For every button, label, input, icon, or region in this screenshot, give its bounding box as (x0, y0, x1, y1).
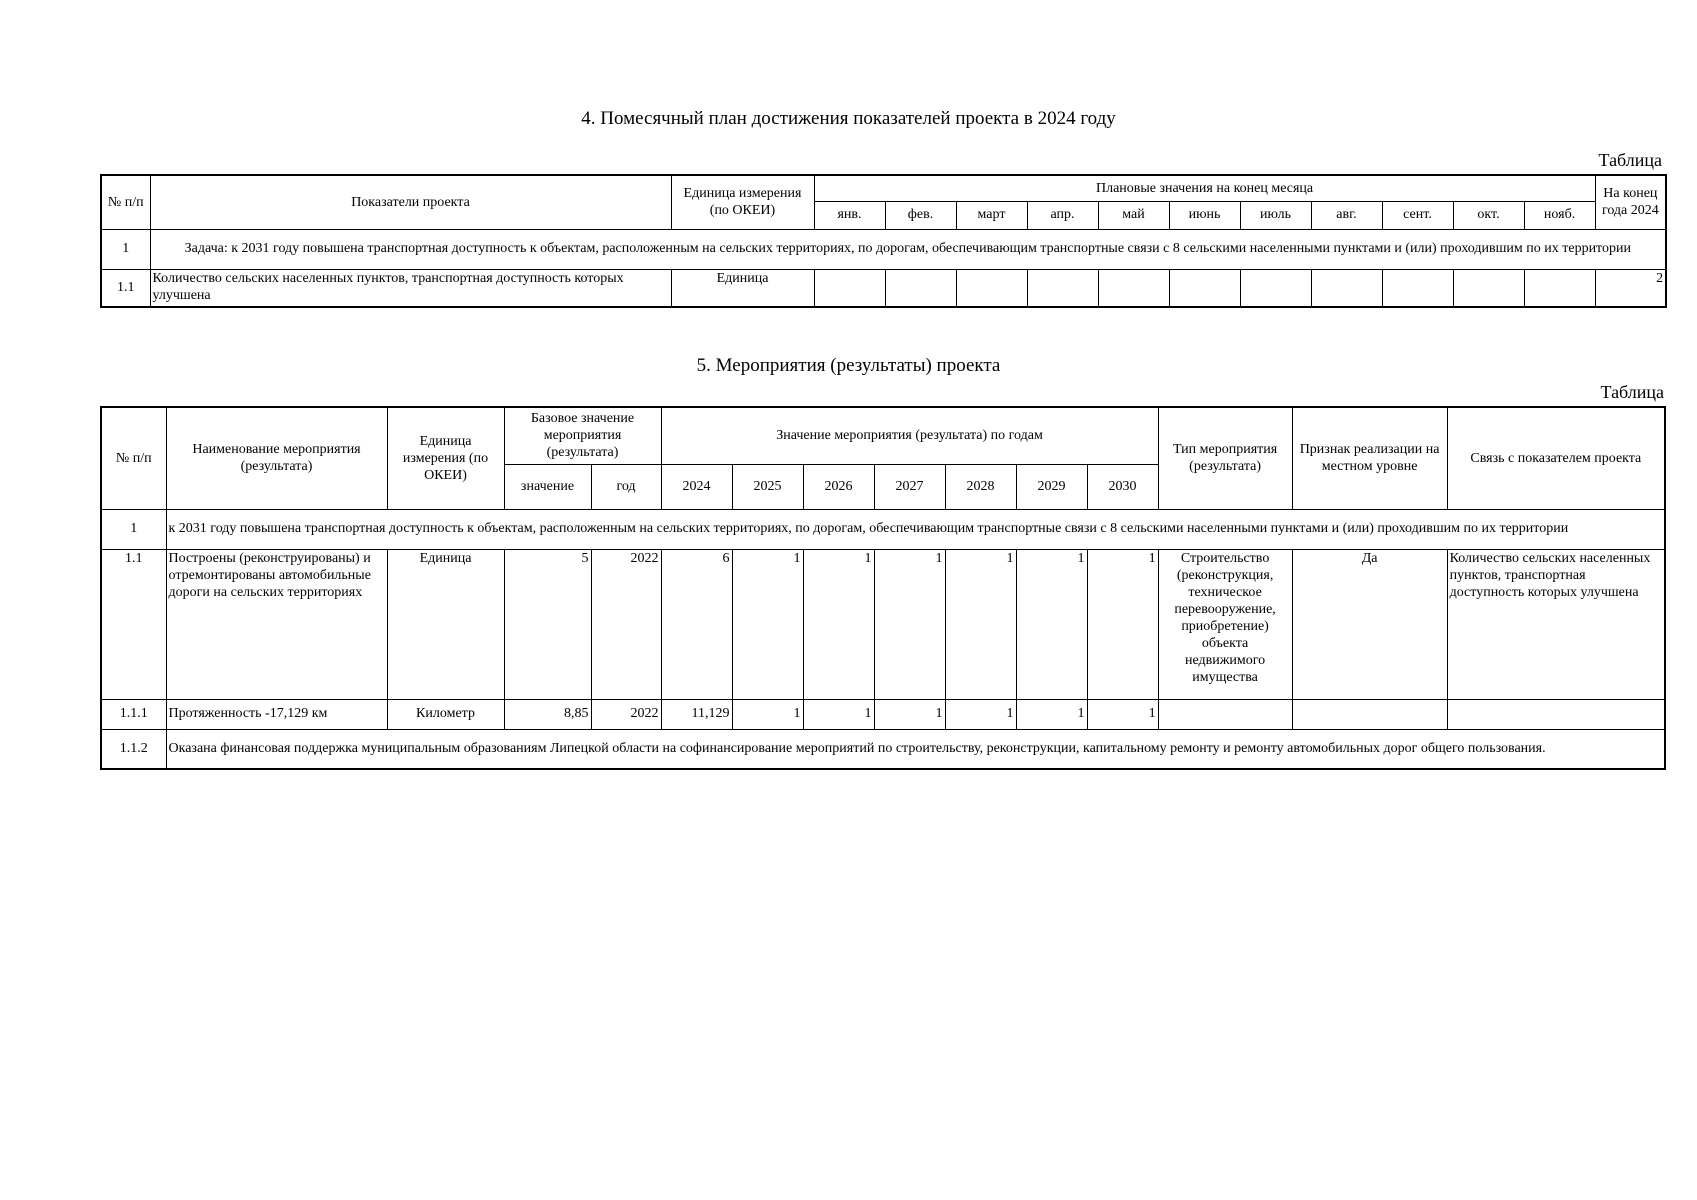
header-local: Признак реализации на местном уровне (1292, 407, 1447, 509)
row-year-value: 1 (1087, 549, 1158, 699)
header-month: июль (1240, 201, 1311, 229)
row-year-value: 1 (803, 699, 874, 729)
header-year: 2028 (945, 464, 1016, 509)
header-month: апр. (1027, 201, 1098, 229)
row-year-value: 1 (732, 549, 803, 699)
header-unit: Единица измерения (по ОКЕИ) (671, 175, 814, 229)
header-year: 2029 (1016, 464, 1087, 509)
table4-title: 4. Помесячный план достижения показателей проекта в 2024 году (581, 108, 1116, 129)
row-name: Построены (реконструированы) и отремонтированы автомобильные дороги на сельских территориях (166, 549, 387, 699)
header-link: Связь с показателем проекта (1447, 407, 1665, 509)
row-num: 1.1 (101, 549, 166, 699)
row-unit: Километр (387, 699, 504, 729)
header-year: 2025 (732, 464, 803, 509)
header-year: 2024 (661, 464, 732, 509)
task-num: 1 (101, 509, 166, 549)
header-year: 2027 (874, 464, 945, 509)
header-indicator: Показатели проекта (150, 175, 671, 229)
header-month: июнь (1169, 201, 1240, 229)
row-year-value: 1 (874, 549, 945, 699)
row-year-value: 1 (1016, 549, 1087, 699)
row-name: Протяженность -17,129 км (166, 699, 387, 729)
row-num: 1.1.1 (101, 699, 166, 729)
task-text: Задача: к 2031 году повышена транспортная доступность к объектам, расположенным на сельских территориях, по дорогам, обеспечивающим транспортные связи с 8 сельскими населенными пунктами и (или) проходившим по их территории (150, 229, 1666, 269)
header-month: янв. (814, 201, 885, 229)
header-unit: Единица измерения (по ОКЕИ) (387, 407, 504, 509)
header-month: сент. (1382, 201, 1453, 229)
row-month-value (1098, 269, 1169, 307)
header-base-value: значение (504, 464, 591, 509)
row-month-value (1524, 269, 1595, 307)
row-year-end: 2 (1595, 269, 1666, 307)
table5-header-row (101, 407, 1665, 464)
row-year-value: 1 (1087, 699, 1158, 729)
row-month-value (885, 269, 956, 307)
row-year-value: 1 (803, 549, 874, 699)
row-type: Строительство (реконструкция, техническое перевооружение, приобретение) объекта недвижимого имущества (1158, 549, 1292, 699)
table-row (101, 549, 1665, 699)
note-num: 1.1.2 (101, 729, 166, 769)
row-year-value: 1 (945, 699, 1016, 729)
header-month: фев. (885, 201, 956, 229)
task-num: 1 (101, 229, 150, 269)
row-base-year: 2022 (591, 549, 661, 699)
header-month: май (1098, 201, 1169, 229)
table4-caption: Таблица (1598, 150, 1662, 170)
row-month-value (1169, 269, 1240, 307)
table5-caption: Таблица (1600, 382, 1664, 402)
row-base-value: 8,85 (504, 699, 591, 729)
row-year-value: 1 (874, 699, 945, 729)
header-year-end: На конец года 2024 (1595, 175, 1666, 229)
header-by-years: Значение мероприятия (результата) по годам (661, 407, 1158, 464)
header-year: 2026 (803, 464, 874, 509)
header-month: март (956, 201, 1027, 229)
row-type (1158, 699, 1292, 729)
table5-note-row (101, 729, 1665, 769)
row-year-value: 6 (661, 549, 732, 699)
row-num: 1.1 (101, 269, 150, 307)
header-planned: Плановые значения на конец месяца (814, 175, 1595, 201)
header-base: Базовое значение мероприятия (результата) (504, 407, 661, 464)
table4-header-row (101, 175, 1666, 201)
header-year: 2030 (1087, 464, 1158, 509)
table-row (101, 269, 1666, 307)
note-text: Оказана финансовая поддержка муниципальным образованиям Липецкой области на софинансирование мероприятий по строительству, реконструкции, капитальному ремонту и ремонту автомобильных дорог общего пользования. (166, 729, 1665, 769)
row-month-value (1382, 269, 1453, 307)
header-type: Тип мероприятия (результата) (1158, 407, 1292, 509)
table5-task-row (101, 509, 1665, 549)
row-link: Количество сельских населенных пунктов, транспортная доступность которых улучшена (1447, 549, 1665, 699)
project-activities-table (100, 406, 1666, 770)
row-local: Да (1292, 549, 1447, 699)
task-text: к 2031 году повышена транспортная доступность к объектам, расположенным на сельских территориях, по дорогам, обеспечивающим транспортные связи с 8 сельскими населенными пунктами и (или) проходившим по их территории (166, 509, 1665, 549)
header-month: нояб. (1524, 201, 1595, 229)
table4-task-row (101, 229, 1666, 269)
monthly-plan-table (100, 174, 1667, 308)
header-month: авг. (1311, 201, 1382, 229)
row-unit: Единица (387, 549, 504, 699)
row-indicator: Количество сельских населенных пунктов, транспортная доступность которых улучшена (150, 269, 671, 307)
row-month-value (1453, 269, 1524, 307)
row-month-value (956, 269, 1027, 307)
table5-title: 5. Мероприятия (результаты) проекта (696, 355, 1001, 376)
header-num: № п/п (101, 407, 166, 509)
row-base-year: 2022 (591, 699, 661, 729)
row-base-value: 5 (504, 549, 591, 699)
row-month-value (814, 269, 885, 307)
header-base-year: год (591, 464, 661, 509)
row-month-value (1240, 269, 1311, 307)
header-name: Наименование мероприятия (результата) (166, 407, 387, 509)
row-link (1447, 699, 1665, 729)
header-num: № п/п (101, 175, 150, 229)
table-row (101, 699, 1665, 729)
row-year-value: 1 (1016, 699, 1087, 729)
header-month: окт. (1453, 201, 1524, 229)
row-year-value: 1 (732, 699, 803, 729)
row-month-value (1311, 269, 1382, 307)
row-year-value: 11,129 (661, 699, 732, 729)
row-month-value (1027, 269, 1098, 307)
row-year-value: 1 (945, 549, 1016, 699)
row-unit: Единица (671, 269, 814, 307)
row-local (1292, 699, 1447, 729)
